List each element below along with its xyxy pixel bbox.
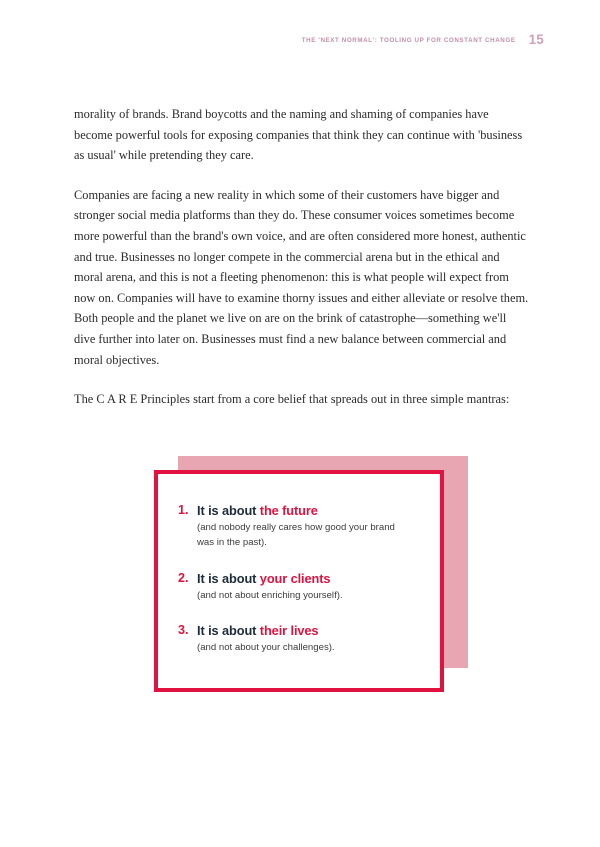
list-item <box>178 502 454 551</box>
mantra-number: 1. <box>178 503 189 517</box>
paragraph-1: morality of brands. Brand boycotts and the naming and shaming of companies have become powerful tools for exposing companies that think they can continue with 'business as usual' while pretending they care. <box>74 107 523 163</box>
mantra-headline-accent: your clients <box>259 570 331 586</box>
list-item <box>178 570 454 603</box>
running-header-title: THE 'NEXT NORMAL': TOOLING UP FOR CONSTANT CHANGE <box>301 37 516 44</box>
mantra-headline <box>197 502 454 519</box>
mantra-subtext: (and not about enriching yourself). <box>197 589 343 601</box>
body-text-column <box>74 104 529 410</box>
mantra-number: 2. <box>178 570 189 585</box>
list-item <box>178 622 454 655</box>
mantra-body <box>197 570 454 603</box>
mantra-number: 3. <box>178 623 189 638</box>
paragraph-3: The C A R E Principles start from a core belief that spreads out in three simple mantras: <box>74 392 510 407</box>
page-number: 15 <box>528 32 544 47</box>
mantra-subtext: (and nobody really cares how good your brand was in the past). <box>197 522 395 549</box>
mantra-headline-lead: It is about <box>197 623 260 639</box>
mantra-list <box>178 502 454 656</box>
mantra-subtext: (and not about your challenges). <box>197 642 335 654</box>
mantra-headline-accent: their lives <box>259 623 319 639</box>
mantra-headline <box>197 570 454 587</box>
running-header <box>302 33 544 48</box>
mantra-body <box>197 502 454 551</box>
mantra-headline-lead: It is about <box>197 503 260 518</box>
mantra-headline-lead: It is about <box>197 570 260 586</box>
paragraph-2: Companies are facing a new reality in which some of their customers have bigger and stronger social media platforms than they do. These consumer voices sometimes become more powerful than the brand's own voice, and are often considered more honest, authentic and true. Businesses no longer compete in the commercial arena but in the ethical and moral arena, and this is not a fleeting phenomenon: this is what people will expect from now on. Companies will have to examine thorny issues and either alleviate or resolve them. Both people and the planet we live on are on the brink of catastrophe—something we'll dive further into later on. Businesses must find a new balance between commercial and moral objectives. <box>74 187 529 367</box>
mantra-headline <box>197 622 454 639</box>
mantra-body <box>197 622 454 655</box>
care-principles-callout <box>154 456 468 692</box>
mantra-headline-accent: the future <box>259 503 318 518</box>
